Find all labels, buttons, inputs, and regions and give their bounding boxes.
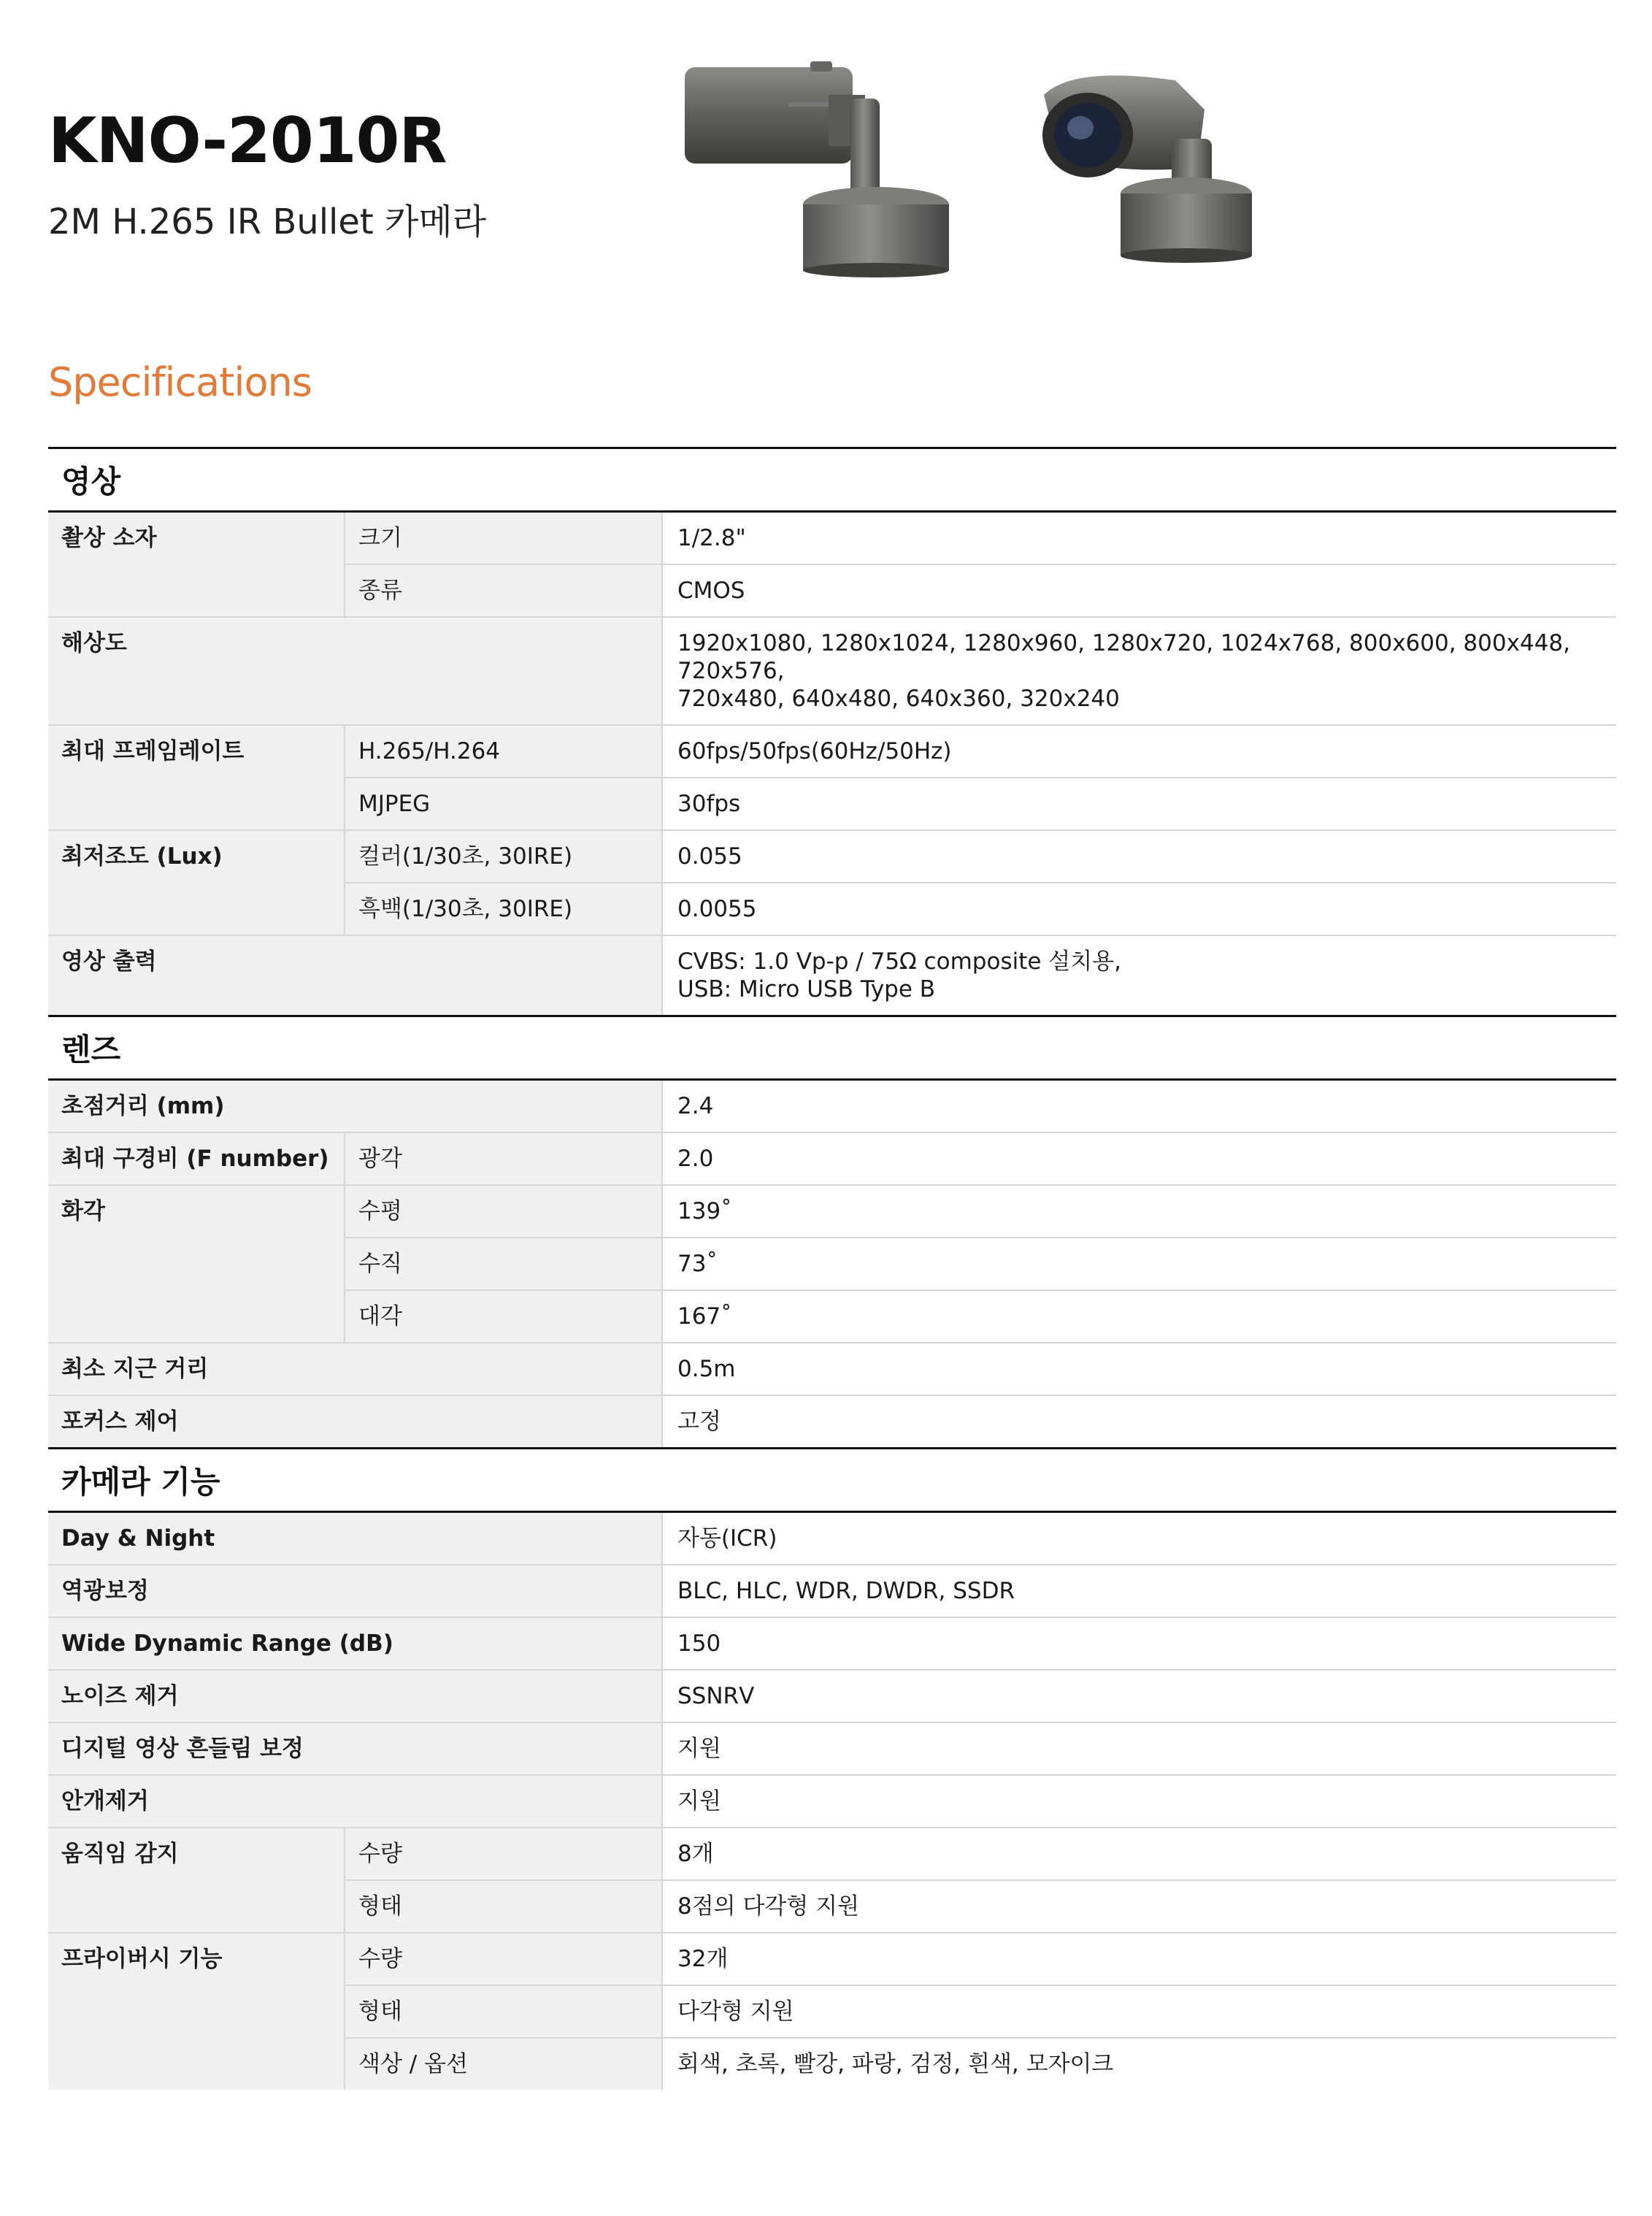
row-value [661, 618, 1616, 724]
row-value: 150 [661, 1618, 1616, 1669]
table-row [48, 1513, 1616, 1565]
row-value: 167˚ [661, 1291, 1616, 1342]
row-label: 촬상 소자 [48, 513, 344, 616]
table-row [48, 1671, 1616, 1723]
row-value: 73˚ [661, 1238, 1616, 1289]
sub-label: 크기 [344, 513, 661, 564]
sub-label: 종류 [344, 565, 661, 616]
table-row [344, 1828, 1616, 1881]
table-row [344, 1186, 1616, 1238]
row-value: 30fps [661, 778, 1616, 829]
row-value: 회색, 초록, 빨강, 파랑, 검정, 흰색, 모자이크 [661, 2039, 1616, 2090]
row-label: 안개제거 [48, 1776, 661, 1827]
sub-label: 대각 [344, 1291, 661, 1342]
table-row [344, 1291, 1616, 1342]
row-label: 영상 출력 [48, 936, 661, 1015]
sub-label: 광각 [344, 1133, 661, 1184]
table-row [48, 1565, 1616, 1618]
row-label: 최대 구경비 (F number) [48, 1133, 344, 1184]
row-value: 8개 [661, 1828, 1616, 1879]
row-label: Wide Dynamic Range (dB) [48, 1618, 661, 1669]
camera-image-side [679, 58, 986, 277]
section-camera-functions: 카메라 기능 [48, 1447, 1616, 1513]
row-label: 최소 지근 거리 [48, 1343, 661, 1395]
value-line: USB: Micro USB Type B [677, 976, 936, 1002]
table-row [344, 831, 1616, 883]
row-value: 139˚ [661, 1186, 1616, 1237]
sub-label: 흑백(1/30초, 30IRE) [344, 883, 661, 935]
row-value: 1/2.8" [661, 513, 1616, 564]
row-value: 지원 [661, 1723, 1616, 1774]
video-rows [48, 513, 1616, 1015]
row-label: Day & Night [48, 1513, 661, 1564]
spec-table [48, 447, 1616, 2090]
camera-image-front [1029, 66, 1263, 270]
table-row [48, 1081, 1616, 1133]
section-lens: 렌즈 [48, 1015, 1616, 1081]
row-label: 최대 프레임레이트 [48, 726, 344, 829]
table-row [344, 565, 1616, 616]
sub-label: 수량 [344, 1828, 661, 1879]
row-value: 2.4 [661, 1081, 1616, 1132]
sub-label: 수직 [344, 1238, 661, 1289]
table-row [48, 1618, 1616, 1671]
value-line: 1920x1080, 1280x1024, 1280x960, 1280x720, 1024x768, 800x600, 800x448, 720x576, [677, 630, 1570, 684]
row-value: 자동(ICR) [661, 1513, 1616, 1564]
row-value: BLC, HLC, WDR, DWDR, SSDR [661, 1565, 1616, 1617]
model-name: KNO-2010R [48, 104, 447, 177]
table-row [48, 618, 1616, 726]
row-value: 0.5m [661, 1343, 1616, 1395]
product-header [48, 104, 487, 242]
table-row [344, 1933, 1616, 1986]
row-value: 2.0 [661, 1133, 1616, 1184]
table-row [344, 1238, 1616, 1291]
table-row [48, 1343, 1616, 1396]
table-row [344, 883, 1616, 935]
row-value: 32개 [661, 1933, 1616, 1985]
sub-label: 색상 / 옵션 [344, 2039, 661, 2090]
spec-group-min-illumination [48, 831, 1616, 936]
spec-group-privacy [48, 1933, 1616, 2090]
value-line: 720x480, 640x480, 640x360, 320x240 [677, 686, 1120, 712]
table-row [344, 1881, 1616, 1932]
row-value: 다각형 지원 [661, 1986, 1616, 2037]
table-row [48, 1133, 1616, 1186]
row-value: SSNRⅤ [661, 1671, 1616, 1722]
row-label: 디지털 영상 흔들림 보정 [48, 1723, 661, 1774]
table-row [344, 1986, 1616, 2039]
lens-rows [48, 1081, 1616, 1447]
row-label: 최저조도 (Lux) [48, 831, 344, 935]
row-value: CMOS [661, 565, 1616, 616]
table-row [48, 1396, 1616, 1447]
spec-group-motion [48, 1828, 1616, 1933]
sub-label: 수평 [344, 1186, 661, 1237]
sub-label: 형태 [344, 1986, 661, 2037]
spec-group-fov [48, 1186, 1616, 1343]
camera-rows [48, 1513, 1616, 2090]
sub-label: MJPEG [344, 778, 661, 829]
sub-label: H.265/H.264 [344, 726, 661, 777]
table-row [344, 2039, 1616, 2090]
value-line: CVBS: 1.0 Vp-p / 75Ω composite 설치용, [677, 948, 1121, 975]
row-label: 역광보정 [48, 1565, 661, 1617]
row-value [661, 936, 1616, 1015]
specifications-heading: Specifications [48, 359, 312, 405]
row-label: 초점거리 (mm) [48, 1081, 661, 1132]
product-subtitle: 2M H.265 IR Bullet 카메라 [48, 202, 487, 242]
row-label: 움직임 감지 [48, 1828, 344, 1932]
spec-group-framerate [48, 726, 1616, 831]
table-row [48, 1723, 1616, 1776]
table-row [344, 513, 1616, 565]
row-label: 포커스 제어 [48, 1396, 661, 1447]
row-label: 해상도 [48, 618, 661, 724]
table-row [48, 936, 1616, 1015]
spec-group-sensor [48, 513, 1616, 618]
row-label: 화각 [48, 1186, 344, 1342]
row-value: 8점의 다각형 지원 [661, 1881, 1616, 1932]
table-row [344, 726, 1616, 778]
section-video: 영상 [48, 447, 1616, 513]
sub-label: 형태 [344, 1881, 661, 1932]
table-row [344, 778, 1616, 829]
row-value: 지원 [661, 1776, 1616, 1827]
row-value: 60fps/50fps(60Hz/50Hz) [661, 726, 1616, 777]
row-value: 고정 [661, 1396, 1616, 1447]
row-label: 프라이버시 기능 [48, 1933, 344, 2090]
sub-label: 컬러(1/30초, 30IRE) [344, 831, 661, 882]
row-label: 노이즈 제거 [48, 1671, 661, 1722]
row-value: 0.0055 [661, 883, 1616, 935]
row-value: 0.055 [661, 831, 1616, 882]
sub-label: 수량 [344, 1933, 661, 1985]
table-row [48, 1776, 1616, 1828]
